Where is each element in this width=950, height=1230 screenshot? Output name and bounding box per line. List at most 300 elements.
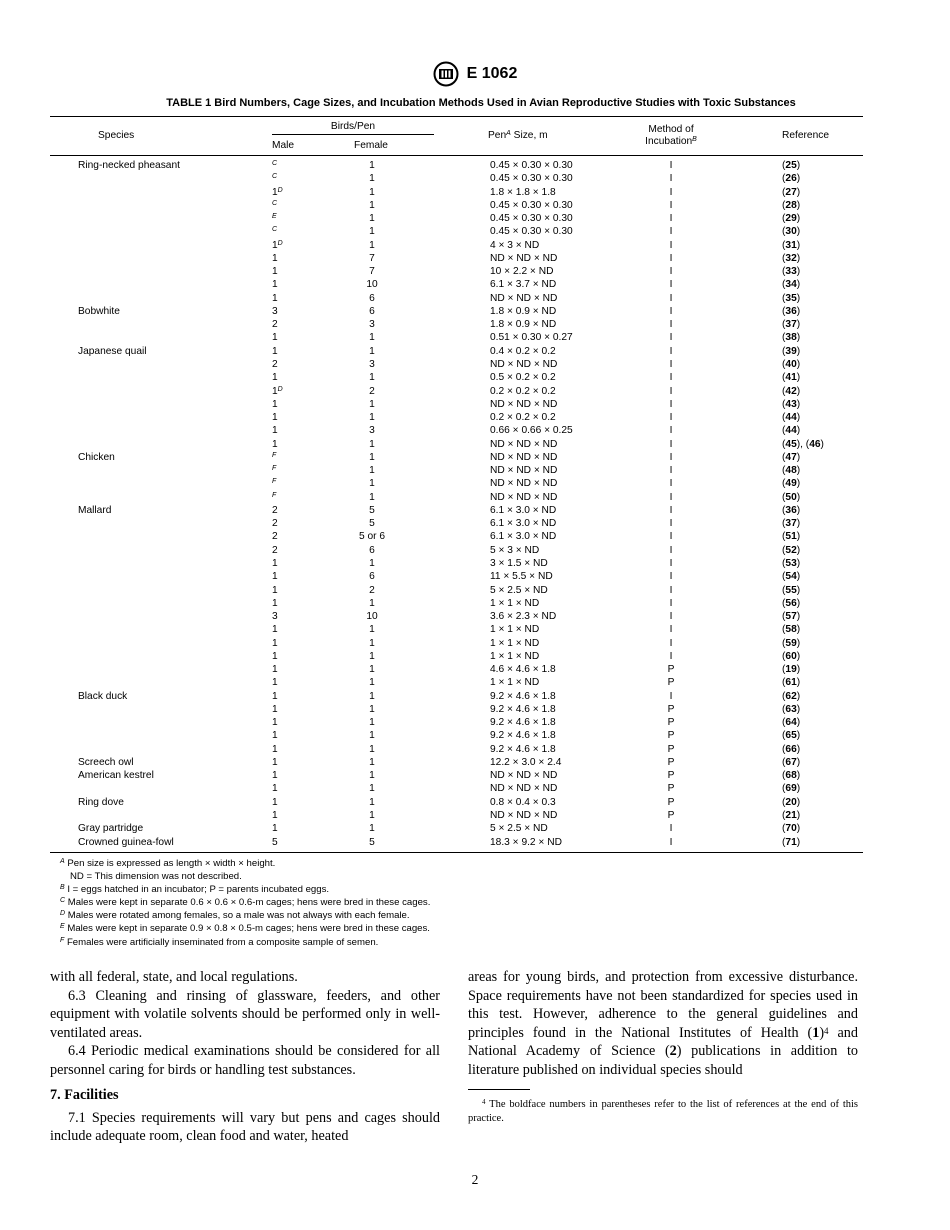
cell-reference: (62) [782, 690, 801, 702]
male-count: 1 [272, 637, 278, 649]
table-row [50, 597, 863, 610]
cell-reference: (61) [782, 677, 801, 689]
footnote-mark: C [60, 897, 66, 905]
cell-method: I [669, 491, 673, 503]
body-left-column [50, 968, 440, 1146]
male-footnote-mark: D [277, 186, 283, 194]
table-bottom-rule [50, 852, 863, 853]
cell-method: I [669, 451, 673, 463]
table-row [50, 570, 863, 583]
table-row [50, 690, 863, 703]
cell-male [272, 331, 278, 344]
reference-number: 25 [785, 160, 797, 171]
cell-female: 1 [369, 664, 375, 676]
cell-method: I [669, 504, 673, 516]
reference-number: 42 [785, 385, 797, 397]
cell-method: P [667, 703, 675, 715]
cell-pen-size: 1 × 1 × ND [490, 637, 540, 649]
male-count: 2 [272, 504, 278, 516]
table-row [50, 530, 863, 543]
table-row [50, 159, 863, 172]
table-row [50, 769, 863, 782]
table-footnote [60, 896, 880, 909]
reference-number: 30 [785, 226, 797, 238]
reference-number: 26 [785, 173, 797, 185]
cell-method: P [667, 756, 675, 768]
cell-method: I [669, 398, 673, 410]
cell-male [272, 610, 278, 623]
cell-reference: (26) [782, 173, 801, 185]
reference-number: 39 [785, 345, 797, 357]
cell-method: P [667, 717, 675, 729]
table-header-rule [50, 155, 863, 156]
table-row [50, 796, 863, 809]
male-footnote-mark: C [272, 160, 278, 167]
male-count: 1 [272, 770, 278, 782]
cell-reference: (44) [782, 412, 801, 424]
cell-reference: (20) [782, 796, 801, 808]
pen-size-unit: Size, m [510, 130, 548, 141]
male-count: 1 [272, 730, 278, 742]
cell-male [272, 358, 278, 371]
cell-method: I [669, 385, 673, 397]
cell-pen-size: 3.6 × 2.3 × ND [490, 611, 557, 623]
cell-method: I [669, 199, 673, 211]
cell-species: Mallard [78, 504, 112, 516]
cell-method: I [669, 186, 673, 198]
cell-female: 1 [369, 332, 375, 344]
cell-female: 5 [369, 518, 375, 530]
reference-number: 62 [785, 690, 797, 702]
cell-pen-size: 0.2 × 0.2 × 0.2 [490, 412, 556, 424]
cell-reference: (50) [782, 491, 801, 503]
paragraph-7-1-continued [468, 968, 858, 1079]
text-segment: and National Academy of Science ( [468, 1024, 858, 1059]
cell-male [272, 676, 278, 689]
reference-number: 59 [785, 637, 797, 649]
cell-method: I [669, 611, 673, 623]
table-row [50, 438, 863, 451]
reference-number: 33 [785, 266, 797, 278]
reference-number: 44 [785, 425, 797, 437]
cell-male [272, 557, 278, 570]
cell-pen-size: ND × ND × ND [490, 783, 558, 795]
cell-male [272, 637, 278, 650]
cell-male [272, 424, 278, 437]
cell-pen-size: 3 × 1.5 × ND [490, 557, 548, 569]
cell-reference: (68) [782, 770, 801, 782]
cell-pen-size: ND × ND × ND [490, 491, 558, 503]
paragraph-continuation: with all federal, state, and local regulations. [50, 969, 298, 985]
cell-species: Gray partridge [78, 823, 144, 835]
cell-reference: (41) [782, 372, 801, 384]
table-row [50, 477, 863, 490]
cell-reference: (31) [782, 239, 801, 251]
male-count: 1 [272, 332, 278, 344]
table-row [50, 544, 863, 557]
cell-female: 1 [369, 160, 375, 171]
table-row [50, 756, 863, 769]
male-footnote-mark: C [272, 199, 278, 207]
cell-reference: (28) [782, 199, 801, 211]
reference-number: 71 [785, 836, 797, 848]
cell-pen-size: ND × ND × ND [490, 770, 558, 782]
male-count: 1 [272, 664, 278, 676]
cell-male [272, 292, 278, 305]
cell-reference: (64) [782, 717, 801, 729]
cell-reference: (21) [782, 810, 801, 822]
cell-female: 1 [369, 186, 375, 198]
male-count: 1 [272, 557, 278, 569]
reference-number: 52 [785, 544, 797, 556]
cell-reference: (69) [782, 783, 801, 795]
cell-pen-size: 1 × 1 × ND [490, 650, 540, 662]
table-top-rule [50, 116, 863, 117]
cell-method: I [669, 584, 673, 596]
cell-male [272, 265, 278, 278]
male-count: 1 [272, 783, 278, 795]
reference-number: 43 [785, 398, 797, 410]
male-footnote-mark: F [272, 465, 277, 473]
footnote-text: I = eggs hatched in an incubator; P = parents incubated eggs. [64, 884, 330, 896]
cell-reference: (49) [782, 478, 801, 490]
cell-method: I [669, 425, 673, 437]
table-row [50, 212, 863, 225]
cell-pen-size: ND × ND × ND [490, 438, 558, 450]
cell-method: I [669, 465, 673, 477]
cell-reference: (35) [782, 292, 801, 304]
cell-method: P [667, 730, 675, 742]
cell-reference: (37) [782, 319, 801, 331]
reference-number: 27 [785, 186, 797, 198]
cell-female: 1 [369, 345, 375, 357]
table-row [50, 331, 863, 344]
cell-species: Ring-necked pheasant [78, 160, 180, 171]
cell-female: 2 [369, 584, 375, 596]
cell-pen-size: 0.45 × 0.30 × 0.30 [490, 213, 573, 225]
cell-method: I [669, 266, 673, 278]
table-row [50, 729, 863, 742]
pen-size-footnote-mark: A [506, 130, 511, 137]
cell-female: 1 [369, 597, 375, 609]
table-row [50, 265, 863, 278]
cell-pen-size: 5 × 2.5 × ND [490, 584, 548, 596]
cell-male [272, 305, 278, 318]
cell-female: 1 [369, 743, 375, 755]
male-count: 1 [272, 425, 278, 437]
table-row [50, 491, 863, 504]
cell-pen-size: 9.2 × 4.6 × 1.8 [490, 743, 556, 755]
cell-female: 1 [369, 226, 375, 238]
cell-female: 1 [369, 783, 375, 795]
male-count: 2 [272, 531, 278, 543]
cell-pen-size: 0.45 × 0.30 × 0.30 [490, 160, 573, 171]
cell-method: P [667, 810, 675, 822]
cell-male [272, 464, 276, 477]
table-row [50, 517, 863, 530]
male-count: 1 [272, 677, 278, 689]
cell-method: I [669, 438, 673, 450]
cell-pen-size: 0.45 × 0.30 × 0.30 [490, 173, 573, 185]
reference-number: 60 [785, 650, 797, 662]
cell-female: 10 [366, 611, 378, 623]
table-footnotes [60, 857, 880, 949]
cell-reference: (54) [782, 571, 801, 583]
cell-male [272, 318, 278, 331]
cell-method: I [669, 279, 673, 291]
reference-number: 68 [785, 770, 797, 782]
pen-size-label: Pen [488, 130, 507, 141]
table-footnote [60, 857, 880, 870]
cell-male [272, 836, 278, 849]
cell-reference: (65) [782, 730, 801, 742]
cell-method: I [669, 160, 673, 171]
cell-female: 10 [366, 279, 378, 291]
cell-male [272, 411, 278, 424]
cell-female: 1 [369, 717, 375, 729]
cell-female: 7 [369, 252, 375, 264]
cell-pen-size: ND × ND × ND [490, 398, 558, 410]
cell-species: Chicken [78, 451, 115, 463]
table-row [50, 623, 863, 636]
cell-female: 1 [369, 398, 375, 410]
cell-pen-size: ND × ND × ND [490, 465, 558, 477]
header-species: Species [98, 130, 135, 141]
cell-pen-size: 0.2 × 0.2 × 0.2 [490, 385, 556, 397]
male-footnote-mark: D [277, 239, 283, 247]
male-count: 1 [272, 345, 278, 357]
table-row [50, 318, 863, 331]
cell-male [272, 782, 278, 795]
table-title: TABLE 1 Bird Numbers, Cage Sizes, and Incubation Methods Used in Avian Reproductive Studies with Toxic Substances [166, 97, 796, 109]
male-count: 1 [272, 717, 278, 729]
table-row [50, 464, 863, 477]
cell-pen-size: 0.45 × 0.30 × 0.30 [490, 199, 573, 211]
male-footnote-mark: F [272, 451, 277, 459]
cell-female: 1 [369, 199, 375, 211]
male-count: 5 [272, 836, 278, 848]
cell-reference: (25) [782, 160, 801, 171]
cell-male [272, 597, 278, 610]
cell-pen-size: 0.4 × 0.2 × 0.2 [490, 345, 556, 357]
cell-female: 1 [369, 372, 375, 384]
document-designation: E 1062 [466, 65, 518, 82]
header-reference: Reference [782, 130, 830, 141]
male-count: 1 [272, 412, 278, 424]
reference-number: 69 [785, 783, 797, 795]
cell-pen-size: 5 × 3 × ND [490, 544, 540, 556]
cell-male [272, 199, 277, 212]
reference-number: 55 [785, 584, 797, 596]
footnote-text: The boldface numbers in parentheses refer to the list of references at the end of this practice. [468, 1099, 858, 1124]
cell-male [272, 252, 278, 265]
cell-method: I [669, 213, 673, 225]
reference-number: 46 [809, 438, 821, 450]
table-row [50, 836, 863, 849]
reference-number: 64 [785, 717, 797, 729]
male-footnote-mark: E [272, 213, 277, 221]
cell-female: 1 [369, 690, 375, 702]
cell-pen-size: 1.8 × 1.8 × 1.8 [490, 186, 556, 198]
cell-reference: (53) [782, 557, 801, 569]
male-count: 2 [272, 544, 278, 556]
table-row [50, 385, 863, 398]
table-row [50, 411, 863, 424]
cell-method: I [669, 226, 673, 238]
cell-male [272, 477, 276, 490]
male-count: 1 [272, 756, 278, 768]
cell-reference: (63) [782, 703, 801, 715]
table-row [50, 199, 863, 212]
male-count: 1 [272, 823, 278, 835]
table-row [50, 782, 863, 795]
cell-female: 1 [369, 239, 375, 251]
cell-reference: (55) [782, 584, 801, 596]
header-birds-per-pen: Birds/Pen [330, 121, 376, 132]
male-count: 1 [272, 650, 278, 662]
cell-method: I [669, 557, 673, 569]
cell-reference: (71) [782, 836, 801, 848]
cell-method: I [669, 624, 673, 636]
paragraph-6-4: 6.4 Periodic medical examinations should be considered for all personnel caring for birds or handling test substances. [50, 1043, 440, 1078]
male-footnote-mark: D [277, 385, 283, 393]
cell-male [272, 212, 277, 225]
cell-female: 1 [369, 412, 375, 424]
cell-reference: (32) [782, 252, 801, 264]
cell-reference: (47) [782, 451, 801, 463]
table-footnote [60, 870, 880, 883]
cell-reference: (27) [782, 186, 801, 198]
footnote-text: Pen size is expressed as length × width × height. [64, 858, 276, 869]
cell-method: I [669, 332, 673, 344]
reference-number: 56 [785, 597, 797, 609]
cell-method: I [669, 173, 673, 185]
cell-pen-size: ND × ND × ND [490, 292, 558, 304]
table-row [50, 278, 863, 291]
cell-female: 1 [369, 465, 375, 477]
cell-male [272, 517, 278, 530]
cell-species: American kestrel [78, 770, 154, 782]
footnote-text: Males were rotated among females, so a male was not always with each female. [65, 910, 410, 922]
cell-male [272, 650, 278, 663]
reference-number: 45 [785, 438, 797, 450]
cell-male [272, 345, 278, 358]
cell-species: Crowned guinea-fowl [78, 836, 174, 848]
male-count: 1 [272, 703, 278, 715]
reference-number: 61 [785, 677, 797, 689]
male-count: 2 [272, 319, 278, 331]
cell-female: 5 [369, 504, 375, 516]
reference-number: 54 [785, 571, 797, 583]
cell-method: P [667, 770, 675, 782]
table-row [50, 398, 863, 411]
cell-male [272, 623, 278, 636]
cell-method: I [669, 597, 673, 609]
cell-female: 6 [369, 292, 375, 304]
cell-reference: (51) [782, 531, 801, 543]
reference-number: 40 [785, 358, 797, 370]
reference-number: 36 [785, 504, 797, 516]
cell-reference: (58) [782, 624, 801, 636]
cell-reference: (38) [782, 332, 801, 344]
footnote-text: Females were artificially inseminated from a composite sample of semen. [64, 936, 379, 948]
cell-female: 6 [369, 305, 375, 317]
table-row [50, 650, 863, 663]
cell-pen-size: 9.2 × 4.6 × 1.8 [490, 690, 556, 702]
cell-reference: (19) [782, 664, 801, 676]
table-row [50, 584, 863, 597]
cell-pen-size: 18.3 × 9.2 × ND [490, 836, 562, 848]
cell-male [272, 385, 283, 398]
cell-female: 1 [369, 730, 375, 742]
cell-reference: (30) [782, 226, 801, 238]
cell-male [272, 690, 278, 703]
reference-number: 65 [785, 730, 797, 742]
cell-male [272, 530, 278, 543]
male-count: 1 [272, 438, 278, 450]
table-row [50, 809, 863, 822]
cell-male [272, 570, 278, 583]
cell-pen-size: 0.8 × 0.4 × 0.3 [490, 796, 556, 808]
cell-female: 1 [369, 677, 375, 689]
cell-female: 1 [369, 650, 375, 662]
male-count: 1 [272, 385, 278, 397]
reference-number: 63 [785, 703, 797, 715]
cell-method: I [669, 478, 673, 490]
cell-pen-size: 1 × 1 × ND [490, 624, 540, 636]
male-count: 1 [272, 624, 278, 636]
footnote-marker: 4 [824, 1025, 829, 1036]
cell-female: 1 [369, 703, 375, 715]
page-number: 2 [471, 1172, 479, 1187]
cell-male [272, 544, 278, 557]
cell-pen-size: 9.2 × 4.6 × 1.8 [490, 703, 556, 715]
reference-number: 32 [785, 252, 797, 264]
cell-female: 2 [369, 385, 375, 397]
reference-number: 28 [785, 199, 797, 211]
cell-pen-size: 0.5 × 0.2 × 0.2 [490, 372, 556, 384]
cell-male [272, 716, 278, 729]
cell-female: 6 [369, 544, 375, 556]
cell-male [272, 239, 283, 252]
cell-female: 1 [369, 213, 375, 225]
cell-method: I [669, 836, 673, 848]
footnote-mark: 4 [482, 1098, 486, 1106]
header-female: Female [354, 140, 388, 151]
cell-pen-size: ND × ND × ND [490, 451, 558, 463]
cell-species: Black duck [78, 690, 128, 702]
cell-pen-size: 6.1 × 3.7 × ND [490, 279, 557, 291]
header-male: Male [272, 140, 295, 151]
paragraph-7-1: 7.1 Species requirements will vary but pens and cages should include adequate room, clean food and water, heated [50, 1109, 440, 1144]
reference-number: 57 [785, 611, 797, 623]
cell-reference: (59) [782, 637, 801, 649]
cell-pen-size: 6.1 × 3.0 × ND [490, 504, 557, 516]
cell-male [272, 398, 278, 411]
reference-number: 48 [785, 465, 797, 477]
cell-pen-size: 11 × 5.5 × ND [490, 571, 553, 583]
footnote-divider [468, 1089, 530, 1090]
cell-method: I [669, 358, 673, 370]
cell-reference: (34) [782, 279, 801, 291]
footnote-text: Males were kept in separate 0.6 × 0.6 × 0.6-m cages; hens were bred in these cages. [65, 897, 431, 909]
table-footnote [60, 909, 880, 922]
cell-male [272, 809, 278, 822]
reference-number: 67 [785, 756, 797, 768]
cell-method: P [667, 783, 675, 795]
cell-male [272, 172, 277, 185]
cell-method: I [669, 412, 673, 424]
